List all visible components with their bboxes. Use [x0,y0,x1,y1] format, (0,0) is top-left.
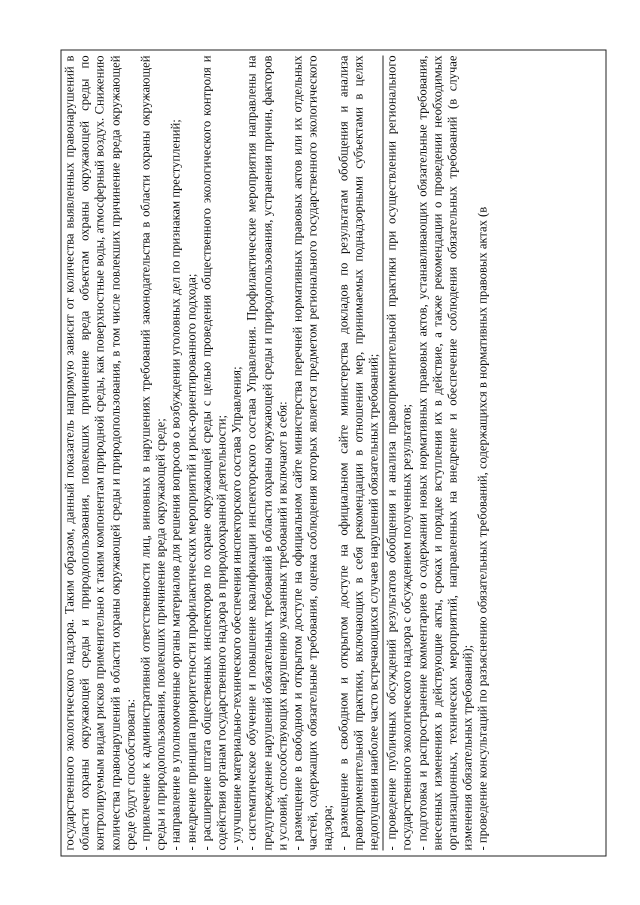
divider [382,56,383,851]
paragraph: - размещение в свободном и открытом доступе на официальном сайте министерства перечней нормативных правовых актов или их отдельных частей, содержащих обязательные требования, оценка соблюдения которых является предметом регионального государственного экологического надзора; [290,55,335,851]
paragraph: - размещение в свободном и открытом доступе на официальном сайте министерства докладов по результатам обобщения и анализа правоприменительной практики, включающих в себя рекомендации в отношении мер, принимаемых поднадзорными субъектами в целях недопущения наиболее часто встречающихся случаев нарушений обязательных требований; [335,55,381,851]
paragraph: - улучшение материально-технического обеспечения инспекторского состава Управления; [229,366,244,851]
paragraph: - подготовка и распространение комментариев о содержании новых нормативных правовых актов, устанавливающих обязательные требования, внесенных изменениях в действующие акты, сроках и порядке вступления их в действие, а также рекомендации о проведении необходимых организационных, технических мероприятий, направленных на внедрение и обеспечение соблюдения обязательных требований (в случае изменения обязательных требований); [414,55,475,851]
rotated-content [60,50,606,857]
paragraph: - проведение консультаций по разъяснению обязательных требований, содержащихся в нормативных правовых актах (в [475,206,490,851]
paragraph: - проведение публичных обсуждений результатов обобщения и анализа правоприменительной практики при осуществлении регионального государственного экологического надзора с обсуждением полученных результатов; [384,55,414,851]
paragraph: - внедрение принципа приоритетности профилактических мероприятий и риск-ориентированного подхода; [183,273,198,851]
paragraph: - систематическое обучение и повышение квалификации инспекторского состава Управления. Профилактические мероприятия направлены на предупреждение нарушений обязательных требований в области охраны окружающей среды и природопользования, устранения причин, факторов и условий, способствующих нарушению указанных требований и включают в себя: [244,55,289,851]
paragraph: - расширение штата общественных инспекторов по охране окружающей среды с целью проведения общественного экологического контроля и содействия органам государственного надзора в природоохранной деятельности; [198,55,229,851]
paragraph: - направление в уполномоченные органы материалов для решения вопросов о возбуждении уголовных дел по признакам преступлений; [168,119,183,851]
paragraph: государственного экологического надзора. Таким образом, данный показатель напрямую зависит от количества выявленных правонарушений в области охраны окружающей среды и природопользования, повлекших причинение вреда объектам охраны окружающей среды по контролируемым видам рисков применительно к таким компонентам природной среды, как поверхностные воды, атмосферный воздух. Снижению количества правонарушений в области охраны окружающей среды и природопользования, в том числе повлекших причинение вреда окружающей среде будут способствовать: [62,55,137,851]
table-cell-text [62,56,604,851]
paragraph: - привлечение к административной ответственности лиц, виновных в нарушениях требований законодательства в области охраны окружающей среды и природопользования, повлекших причинение вреда окружающей среде; [138,55,168,851]
